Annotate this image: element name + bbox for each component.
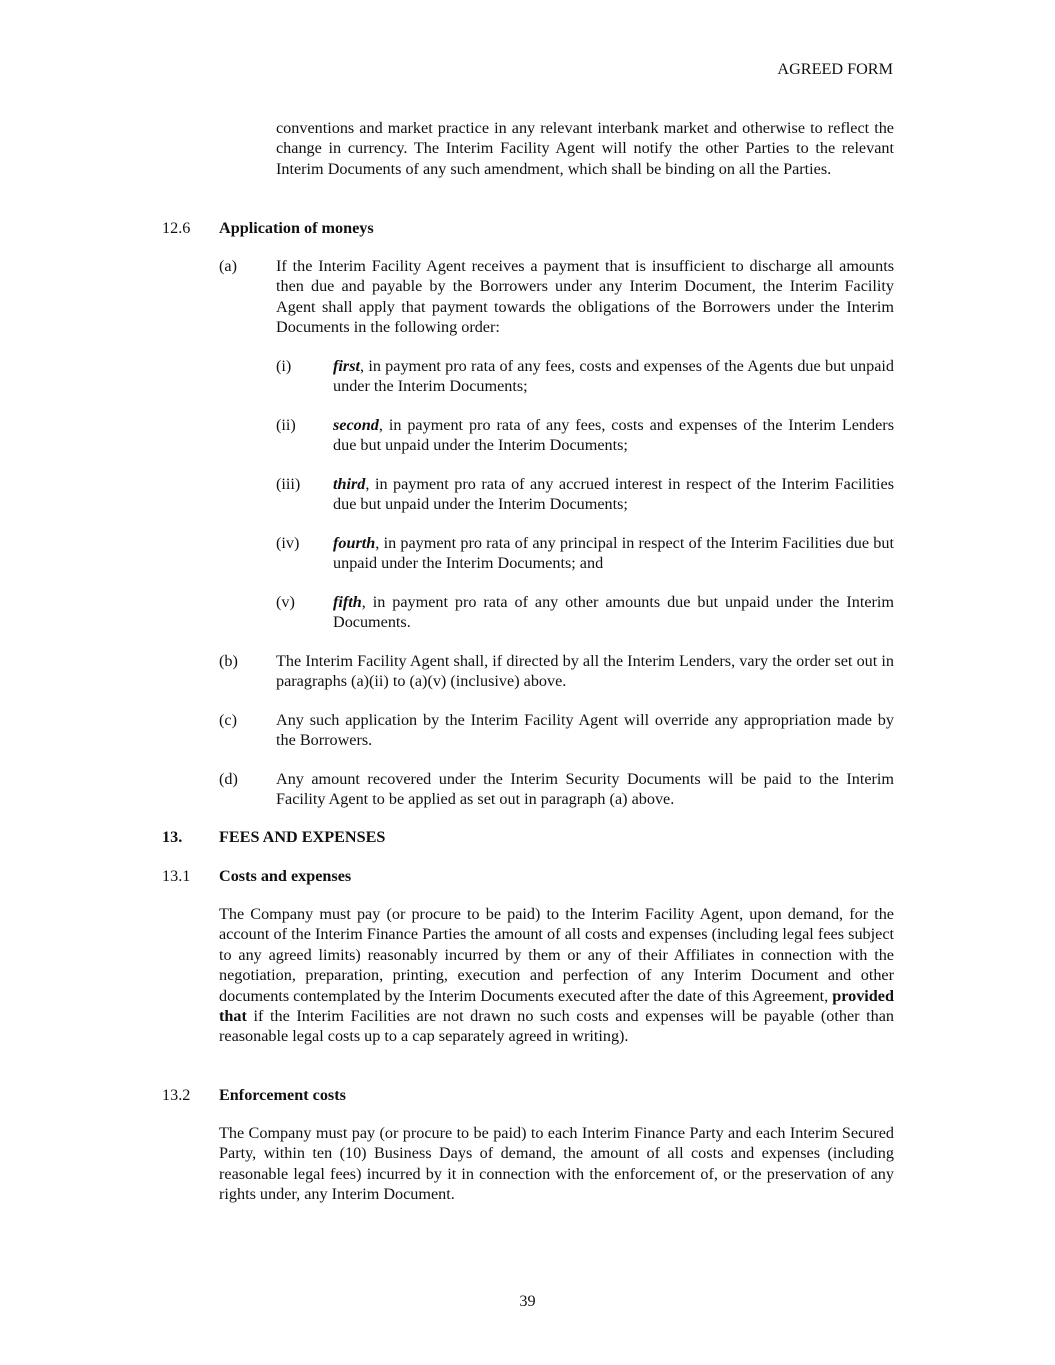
para-c-text: Any such application by the Interim Facility Agent will override any appropriation made by the Borrowers.	[276, 711, 894, 750]
item-v-text: fifth, in payment pro rata of any other amounts due but unpaid under the Interim Documents.	[333, 593, 894, 632]
item-ii-label: (ii)	[276, 416, 296, 434]
clause-12-6-number: 12.6	[162, 219, 191, 237]
clause-13-1-number: 13.1	[162, 867, 191, 885]
para-d-label: (d)	[219, 770, 238, 788]
item-ii-text: second, in payment pro rata of any fees, costs and expenses of the Interim Lenders due but unpaid under the Interim Documents;	[333, 416, 894, 455]
clause-13-title: FEES AND EXPENSES	[219, 828, 386, 846]
item-v-label: (v)	[276, 593, 295, 611]
clause-13-2-number: 13.2	[162, 1086, 191, 1104]
clause-13-1-text: The Company must pay (or procure to be paid) to the Interim Facility Agent, upon demand, for the account of the Interim Finance Parties the amount of all costs and expenses (including legal fees subject to any agreed limits) reasonably incurred by them or any of their Affiliates in connection with the negotiation, preparation, printing, execution and perfection of any Interim Document and other documents contemplated by the Interim Documents executed after the date of this Agreement, provided that if the Interim Facilities are not drawn no such costs and expenses will be payable (other than reasonable legal costs up to a cap separately agreed in writing).	[219, 905, 894, 1046]
para-a-text: If the Interim Facility Agent receives a payment that is insufficient to discharge all amounts then due and payable by the Borrowers under any Interim Document, the Interim Facility Agent shall apply that payment towards the obligations of the Borrowers under the Interim Documents in the following order:	[276, 257, 894, 337]
page-header: AGREED FORM	[777, 60, 893, 78]
clause-13-2-text: The Company must pay (or procure to be paid) to each Interim Finance Party and each Interim Secured Party, within ten (10) Business Days of demand, the amount of all costs and expenses (including reasonable legal fees) incurred by it in connection with the enforcement of, or the preservation of any rights under, any Interim Document.	[219, 1124, 894, 1204]
item-i-label: (i)	[276, 357, 292, 375]
para-d-text: Any amount recovered under the Interim Security Documents will be paid to the Interim Facility Agent to be applied as set out in paragraph (a) above.	[276, 770, 894, 809]
clause-13-1-title: Costs and expenses	[219, 867, 352, 885]
item-iii-label: (iii)	[276, 475, 301, 493]
para-a-label: (a)	[219, 257, 237, 275]
item-iv-text: fourth, in payment pro rata of any principal in respect of the Interim Facilities due but unpaid under the Interim Documents; and	[333, 534, 894, 573]
item-iii-text: third, in payment pro rata of any accrued interest in respect of the Interim Facilities due but unpaid under the Interim Documents;	[333, 475, 894, 514]
page-number: 39	[519, 1292, 536, 1310]
para-b-label: (b)	[219, 652, 238, 670]
clause-13-number: 13.	[162, 828, 183, 846]
clause-12-6-title: Application of moneys	[219, 219, 374, 237]
clause-13-2-title: Enforcement costs	[219, 1086, 346, 1104]
para-b-text: The Interim Facility Agent shall, if directed by all the Interim Lenders, vary the order set out in paragraphs (a)(ii) to (a)(v) (inclusive) above.	[276, 652, 894, 691]
item-i-text: first, in payment pro rata of any fees, costs and expenses of the Agents due but unpaid under the Interim Documents;	[333, 357, 894, 396]
continuation-paragraph: conventions and market practice in any relevant interbank market and otherwise to reflect the change in currency. The Interim Facility Agent will notify the other Parties to the relevant Interim Documents of any such amendment, which shall be binding on all the Parties.	[276, 119, 894, 178]
para-c-label: (c)	[219, 711, 237, 729]
item-iv-label: (iv)	[276, 534, 300, 552]
